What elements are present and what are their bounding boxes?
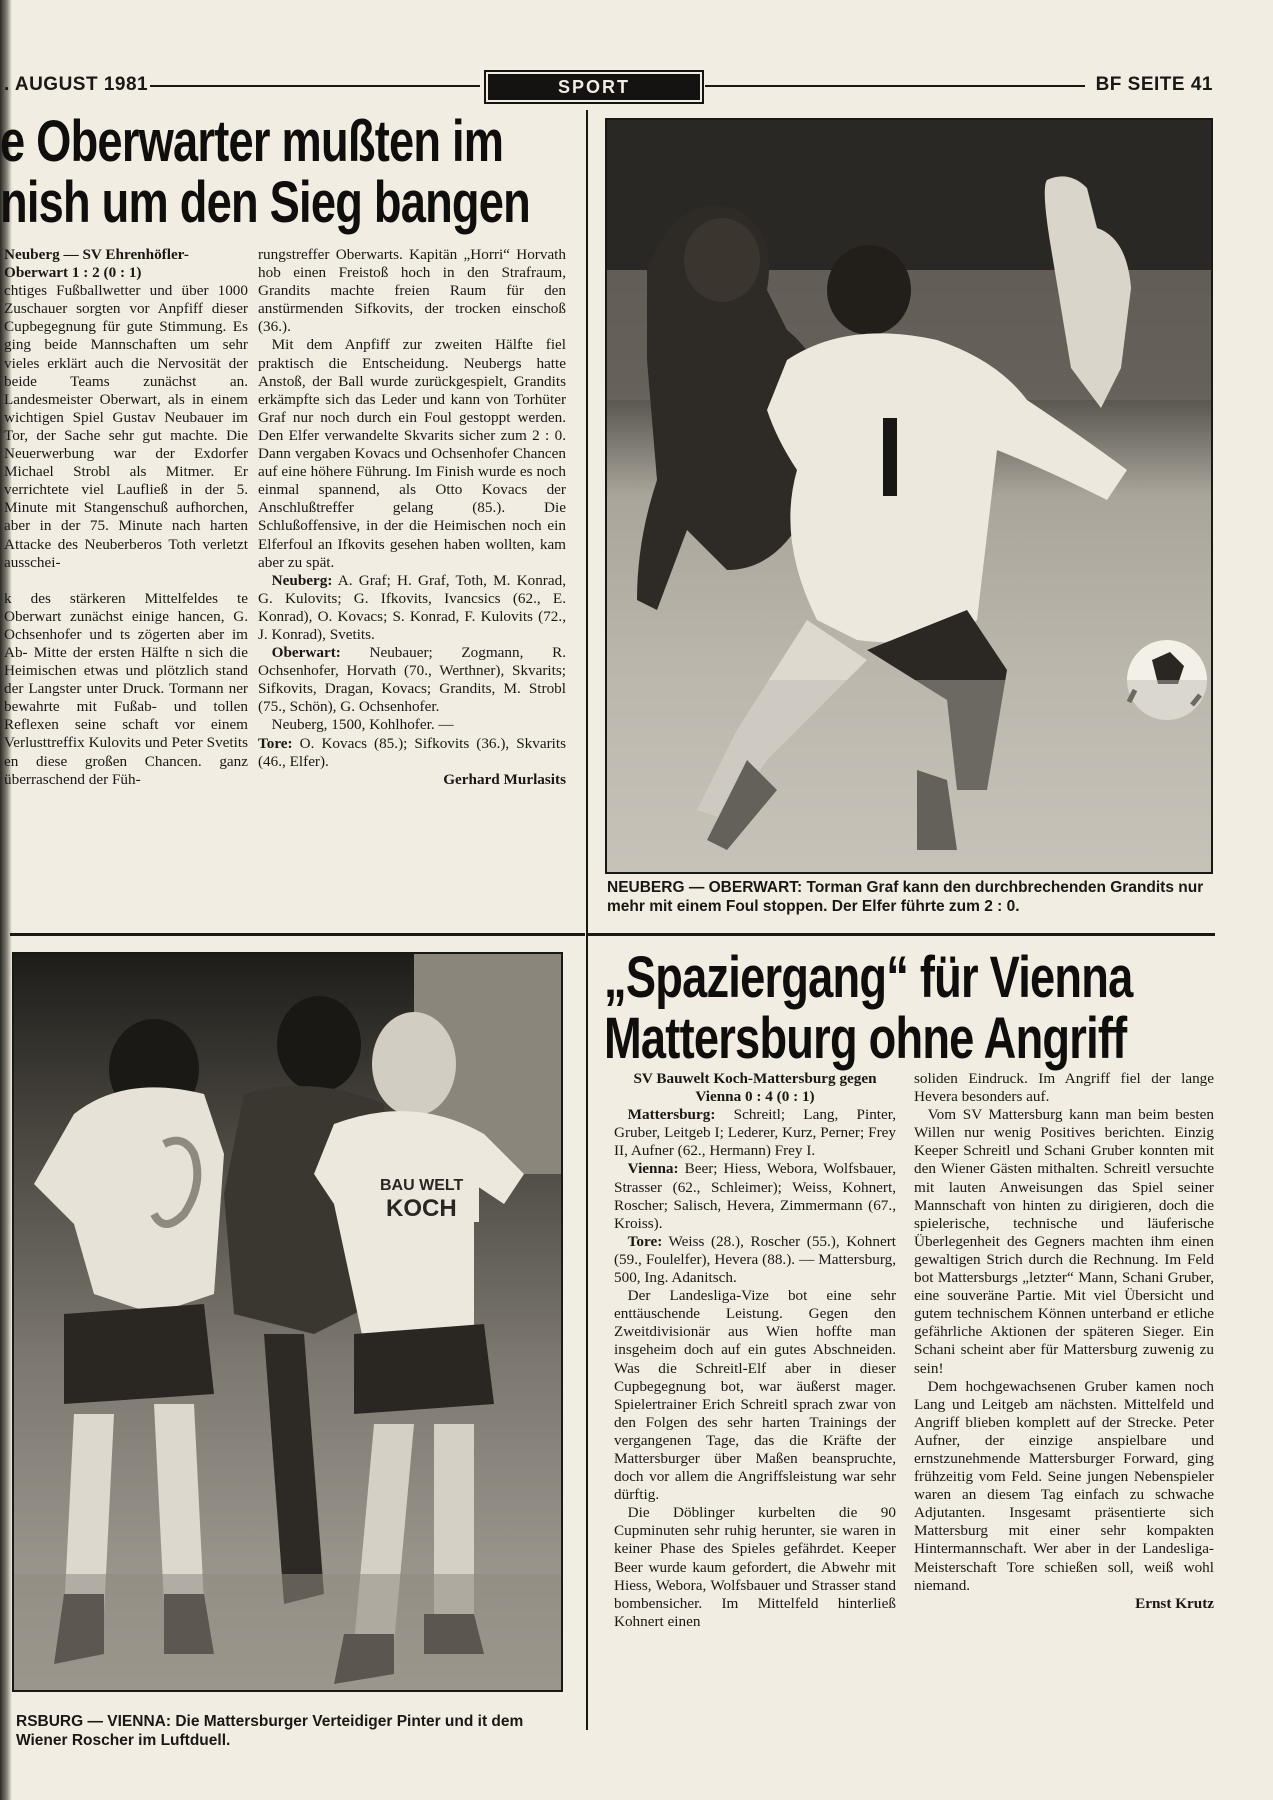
article1-headline-line1: e Oberwarter mußten im: [0, 109, 504, 174]
goals-label: Tore:: [258, 734, 293, 752]
article1-lineup-neuberg: [258, 572, 566, 644]
article2-paragraph: Der Landesliga-Vize bot eine sehr enttäuschende Leistung. Gegen den Zweitdivisionär aus Wien hoffte man insgeheim doch auf ein gutes Abschneiden. Was die Schreitl-Elf aber in dieser Cupbegegnung bot, war äußerst mager. Spielertrainer Erich Schreitl sprach zwar von den Folgen des sehr harten Trainings der vergangenen Tage, das die Kräfte der Mattersburger über Maßen beanspruchte, doch vor allem die Angriffsleistung war sehr dürftig.: [614, 1287, 896, 1504]
header-rule-right: [705, 85, 1085, 87]
lineup-text: Neubauer; Zogmann, R. Ochsenhofer, Horvath (70., Werthner), Skvarits; Sifkovits, Dragan, Kovacs; Grandits, M. Strobl (75., Schön), G. Ochsenhofer.: [258, 644, 566, 716]
photo-players-celebrating-image: [14, 954, 561, 1690]
lineup-label: Vienna:: [627, 1160, 679, 1178]
article1-headline-line2: nish um den Sieg bangen: [0, 169, 531, 235]
lineup-text: Beer; Hiess, Webora, Wolfsbauer, Strasser (62., Schleimer); Weiss, Kohnert, Roscher; Salisch, Hevera, Zimmermann (67., Kroiss).: [614, 1160, 896, 1232]
article2-paragraph: Die Döblinger kurbelten die 90 Cupminuten sehr ruhig herunter, sie waren in keiner Phase des Spieles gefährdet. Keeper Beer wurde kaum gefordert, die Abwehr mit Hiess, Webora, Wolfsbauer und Strasser stand bombensicher. Im Mittelfeld hinterließ Kohnert einen: [614, 1504, 896, 1630]
photo2-caption: RSBURG — VIENNA: Die Mattersburger Verteidiger Pinter und it dem Wiener Roscher im Luftduell.: [16, 1713, 524, 1749]
article2-lineup-vienna: [614, 1160, 896, 1232]
page-header: [0, 70, 1273, 102]
article2-goals: [614, 1233, 896, 1287]
article2-author: Ernst Krutz: [1135, 1594, 1214, 1612]
photo-players-celebrating: [12, 952, 563, 1692]
article1-headline: [0, 109, 531, 235]
lineup-label: Oberwart:: [271, 644, 341, 662]
jersey-sponsor-text: KOCH: [386, 1195, 457, 1222]
lineup-text: A. Graf; H. Graf, Toth, M. Konrad, G. Kulovits; G. Ifkovits, Ivancsics (62., E. Konrad), O. Kovacs; S. Konrad, F. Kulovits (72., J. Konrad), Svetits.: [258, 571, 566, 643]
photo-goalkeeper-foul-image: [607, 120, 1211, 872]
goals-text: Weiss (28.), Roscher (55.), Kohnert (59., Foulelfer), Hevera (88.). — Mattersburg, 500, Ing. Adanitsch.: [614, 1232, 896, 1287]
article2-lineup-mattersburg: [614, 1106, 896, 1160]
divider-right: [588, 933, 1215, 936]
article1-stats: Neuberg, 1500, Kohlhofer. —: [271, 716, 454, 734]
column-divider: [586, 110, 588, 1730]
goals-text: O. Kovacs (85.); Sifkovits (36.), Skvarits (46., Elfer).: [258, 734, 567, 770]
article2-paragraph: Dem hochgewachsenen Gruber kamen noch Lang und Leitgeb am nächsten. Mittelfeld und Angriff blieben komplett auf der Strecke. Peter Aufner, der einzige anspielbare und ernstzunehmende Mattersburger Forward, ging frühzeitig vom Feld. Seine jungen Nebenspieler waren an diesem Tag einfach zu schwache Adjutanten. Insgesamt präsentierte sich Mattersburg mit einer sehr kompakten Hintermannschaft. Wer aber in der Landesliga-Meisterschaft Tore schießen soll, weiß wohl niemand.: [914, 1377, 1214, 1594]
article1-lead: Neuberg — SV Ehrenhöfler-Oberwart 1 : 2 (0 : 1): [4, 246, 189, 282]
lineup-label: Neuberg:: [271, 571, 333, 589]
lineup-label: Mattersburg:: [627, 1106, 716, 1124]
article1-paragraph: k des stärkeren Mittelfeldes te Oberwart zunächst einige hancen, G. Ochsenhofer und ts zögerten aber im Ab- Mitte der ersten Hälfte n sich die Heimischen etwas und plötzlich stand der Langster unter Druck. Tormann ner bewahrte mit Fußab- und tollen Reflexen seine schaft vor einem Verlusttreffix Kulovits und Peter Svetits en diese großen Chancen. ganz überraschend der Füh-: [4, 589, 248, 788]
photo-goalkeeper-foul: [605, 118, 1213, 874]
article1-column1: [4, 246, 248, 789]
article2-paragraph: Vom SV Mattersburg kann man beim besten Willen nur wenig Positives berichten. Einzig Keeper Schreitl und Schani Gruber konnten mit den Wiener Gästen mithalten. Schreitl versuchte mit lauten Anweisungen das Spiel seiner Mannschaft von hinten zu dirigieren, doch die spielerische, technische und läuferische Überlegenheit des Gegners machten ihm einen gewaltigen Strich durch die Rechnung. Im Feld bot Mattersburgs „letzter“ Mann, Schani Gruber, eine souveräne Partie. Mit viel Übersicht und gutem technischem Können unterband er etliche gefährliche Aktionen der späteren Sieger. Ein Schani scheint aber für Mattersburg zuwenig zu sein!: [914, 1106, 1214, 1377]
article2-headline: [604, 945, 1133, 1071]
article2-lead: SV Bauwelt Koch-Mattersburg gegen Vienna 0 : 4 (0 : 1): [633, 1070, 877, 1106]
article2-column1: [614, 1070, 896, 1631]
article1-paragraph: rungstreffer Oberwarts. Kapitän „Horri“ Horvath hob einen Freistoß hoch in den Strafraum, Grandits machte freien Raum für den anstürmenden Sifkovits, der trocken einschoß (36.).: [258, 246, 566, 336]
article2-paragraph: soliden Eindruck. Im Angriff fiel der lange Hevera besonders auf.: [914, 1070, 1214, 1106]
section-label: SPORT: [484, 70, 704, 104]
goals-label: Tore:: [627, 1232, 663, 1250]
article1-column2: [258, 246, 566, 789]
article1-paragraph: chtiges Fußballwetter und über 1000 Zuschauer sorgten vor Anpfiff dieser Cupbegegnung für gute Stimmung. Es ging beide Mannschaften um sehr vieles erklärt auch die Nervosität der beide Teams zunächst an. Landesmeister Oberwart, als in einem wichtigen Spiel Gustav Neubauer im Tor, der Sache sehr gut machte. Die Neuerwerbung war der Exdorfer Michael Strobl als Mitmer. Er verrichtete viel Laufließ in der 5. Minute mit Stangenschuß aufhorchen, aber in der 75. Minute nach harten Attacke des Neuberberos Toth verletzt ausschei-: [4, 282, 248, 571]
article1-author: Gerhard Murlasits: [443, 770, 566, 788]
article1-goals: [258, 735, 566, 771]
photo1-caption: NEUBERG — OBERWART: Torman Graf kann den durchbrechenden Grandits nur mehr mit einem Foul stoppen. Der Elfer führte zum 2 : 0.: [607, 879, 1204, 915]
lineup-text: Schreitl; Lang, Pinter, Gruber, Leitgeb I; Lederer, Kurz, Perner; Frey II, Aufner (62., Hermann) Frey I.: [614, 1106, 896, 1160]
article1-paragraph: Mit dem Anpfiff zur zweiten Hälfte fiel praktisch die Entscheidung. Neubergs hatte Anstoß, der Ball wurde zurückgespielt, Grandits erkämpfte sich das Leder und kann von Torhüter Graf nur noch durch ein Foul gestoppt werden. Den Elfer verwandelte Skvarits sicher zum 2 : 0. Dann vergaben Kovacs und Ochsenhofer Chancen auf eine höhere Führung. Im Finish wurde es noch einmal spannend, als Otto Kovacs der Anschlußtreffer gelang (85.). Die Schlußoffensive, in der die Heimischen noch ein Elferfoul an Ifkovits gesehen haben wollten, kam aber zu spät.: [258, 336, 566, 571]
article2-column2: [914, 1070, 1214, 1613]
article2-headline-line2: Mattersburg ohne Angriff: [604, 1005, 1127, 1071]
divider-left: [10, 933, 585, 936]
article2-headline-line1: „Spaziergang“ für Vienna: [604, 945, 1133, 1010]
issue-date: . AUGUST 1981: [4, 74, 149, 95]
jersey-sponsor-text: BAU WELT: [380, 1177, 464, 1194]
page-number: BF SEITE 41: [1095, 74, 1213, 95]
header-rule-left: [150, 85, 480, 87]
article1-lineup-oberwart: [258, 644, 566, 716]
